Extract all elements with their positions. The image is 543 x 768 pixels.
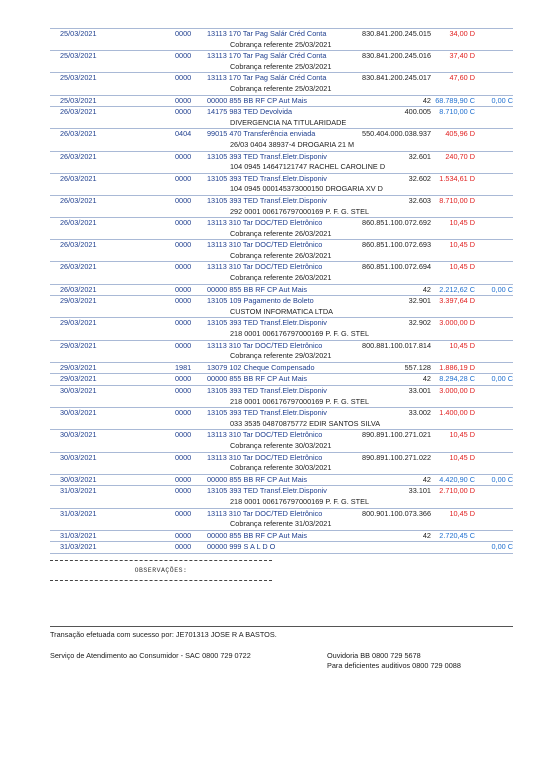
transaction-value: 1.534,61 D (439, 173, 475, 183)
transaction-main-line (50, 218, 513, 229)
transaction-date: 26/03/2021 (60, 284, 97, 294)
transaction-detail-line (50, 84, 513, 95)
agency-code: 0000 (175, 296, 192, 306)
transaction-date: 29/03/2021 (60, 318, 97, 328)
transaction-main-line (50, 509, 513, 520)
table-row (50, 385, 513, 407)
document-number: 830.841.200.245.015 (362, 29, 431, 38)
transaction-date: 30/03/2021 (60, 474, 97, 484)
transaction-main-line (50, 475, 513, 486)
balance-value: 0,00 C (491, 474, 513, 484)
agency-code: 0404 (175, 129, 192, 139)
table-row (50, 485, 513, 507)
transaction-main-line (50, 531, 513, 542)
transaction-history: 13113 310 Tar DOC/TED Eletrônico (207, 240, 323, 250)
document-number: 800.881.100.017.814 (362, 340, 431, 350)
transaction-value: 3.397,64 D (439, 296, 475, 306)
transaction-value: 10,45 D (449, 430, 475, 440)
agency-code: 0000 (175, 508, 192, 518)
table-row (50, 541, 513, 554)
transaction-history: 13105 393 TED Transf.Eletr.Disponiv (207, 173, 327, 183)
transaction-history: 00000 999 S A L D O (207, 542, 276, 552)
transaction-detail-line (50, 229, 513, 240)
transaction-history: 13105 393 TED Transf.Eletr.Disponiv (207, 386, 327, 395)
document-number: 33.101 (408, 486, 431, 496)
document-number: 32.902 (408, 318, 431, 328)
dashed-divider (50, 580, 272, 581)
transaction-history: 13105 393 TED Transf.Eletr.Disponiv (207, 486, 327, 496)
agency-code: 0000 (175, 386, 192, 395)
transaction-history: 13079 102 Cheque Compensado (207, 362, 315, 372)
document-number: 32.901 (408, 296, 431, 306)
document-number: 33.002 (408, 408, 431, 418)
table-row (50, 28, 513, 50)
transaction-detail: DIVERGENCIA NA TITULARIDADE (230, 117, 347, 127)
balance-value: 0,00 C (491, 542, 513, 552)
transaction-main-line (50, 408, 513, 419)
table-row (50, 530, 513, 542)
transaction-date: 31/03/2021 (60, 486, 97, 496)
transaction-detail: Cobrança referente 30/03/2021 (230, 440, 332, 450)
transaction-date: 26/03/2021 (60, 107, 97, 117)
sac-contact: Serviço de Atendimento ao Consumidor - SAC 0800 729 0722 (50, 651, 251, 660)
transaction-detail: Cobrança referente 26/03/2021 (230, 250, 332, 260)
agency-code: 0000 (175, 374, 192, 384)
agency-code: 0000 (175, 474, 192, 484)
document-number: 32.603 (408, 195, 431, 205)
agency-code: 1981 (175, 362, 192, 372)
table-row (50, 284, 513, 296)
transaction-value: 37,40 D (449, 51, 475, 61)
transaction-main-line (50, 486, 513, 497)
document-number: 860.851.100.072.692 (362, 218, 431, 228)
transaction-detail-line (50, 497, 513, 508)
transaction-detail: Cobrança referente 26/03/2021 (230, 228, 332, 238)
transaction-history: 13113 310 Tar DOC/TED Eletrônico (207, 508, 323, 518)
transaction-detail: 218 0001 006176797000169 P. F. G. STEL (230, 396, 370, 406)
transaction-value: 4.420,90 C (439, 474, 475, 484)
transaction-detail: 104 0945 14647121747 RACHEL CAROLINE D (230, 162, 386, 172)
observations-label: OBSERVAÇÕES: (134, 567, 188, 574)
footer-divider (50, 626, 513, 627)
table-row (50, 195, 513, 217)
transaction-main-line (50, 240, 513, 251)
transaction-detail-line (50, 329, 513, 340)
transaction-detail: Cobrança referente 25/03/2021 (230, 83, 332, 93)
transaction-detail: 26/03 0404 38937-4 DROGARIA 21 M (230, 139, 355, 149)
transaction-main-line (50, 73, 513, 84)
transaction-main-line (50, 152, 513, 163)
transaction-history: 13105 393 TED Transf.Eletr.Disponiv (207, 318, 327, 328)
transaction-detail: 104 0945 000145373000150 DROGARIA XV D (230, 184, 383, 194)
transaction-date: 29/03/2021 (60, 362, 97, 372)
document-number: 42 (422, 474, 431, 484)
transaction-history: 13113 310 Tar DOC/TED Eletrônico (207, 452, 323, 462)
transaction-main-line (50, 363, 513, 374)
table-row (50, 261, 513, 283)
transaction-history: 13113 170 Tar Pag Salár Créd Conta (207, 51, 327, 61)
transaction-value: 10,45 D (449, 340, 475, 350)
transaction-main-line (50, 129, 513, 140)
agency-code: 0000 (175, 486, 192, 496)
transaction-value: 2.212,62 C (439, 284, 475, 294)
agency-code: 0000 (175, 408, 192, 418)
transaction-detail-line (50, 251, 513, 262)
transaction-main-line (50, 262, 513, 273)
transaction-value: 1.886,19 D (439, 362, 475, 372)
transaction-value: 3.000,00 D (439, 386, 475, 395)
transaction-main-line (50, 107, 513, 118)
transaction-history: 00000 855 BB RF CP Aut Mais (207, 95, 308, 105)
transaction-detail: Cobrança referente 29/03/2021 (230, 351, 332, 361)
document-number: 890.891.100.271.021 (362, 430, 431, 440)
transaction-main-line (50, 296, 513, 307)
transaction-history: 00000 855 BB RF CP Aut Mais (207, 374, 308, 384)
agency-code: 0000 (175, 173, 192, 183)
agency-code: 0000 (175, 95, 192, 105)
document-number: 42 (422, 374, 431, 384)
transaction-date: 26/03/2021 (60, 151, 97, 161)
table-row (50, 295, 513, 317)
transaction-history: 13105 109 Pagamento de Boleto (207, 296, 314, 306)
document-number: 890.891.100.271.022 (362, 452, 431, 462)
transaction-main-line (50, 430, 513, 441)
agency-code: 0000 (175, 530, 192, 540)
table-row (50, 106, 513, 128)
transaction-detail-line (50, 40, 513, 51)
transaction-history: 00000 855 BB RF CP Aut Mais (207, 530, 308, 540)
transaction-date: 30/03/2021 (60, 386, 97, 395)
transaction-value: 10,45 D (449, 262, 475, 272)
transaction-detail: Cobrança referente 31/03/2021 (230, 519, 332, 529)
ombudsman-contact: Ouvidoria BB 0800 729 5678 (327, 651, 421, 660)
transaction-value: 10,45 D (449, 218, 475, 228)
transaction-date: 30/03/2021 (60, 430, 97, 440)
agency-code: 0000 (175, 318, 192, 328)
transaction-detail: 292 0001 006176797000169 P. F. G. STEL (230, 206, 370, 216)
document-number: 33.001 (408, 386, 431, 395)
transaction-value: 8.710,00 C (439, 107, 475, 117)
hearing-impaired-contact: Para deficientes auditivos 0800 729 0088 (327, 661, 461, 670)
transaction-value: 10,45 D (449, 508, 475, 518)
transaction-value: 240,70 D (445, 151, 475, 161)
document-number: 860.851.100.072.693 (362, 240, 431, 250)
transaction-main-line (50, 51, 513, 62)
table-row (50, 72, 513, 94)
transaction-value: 34,00 D (449, 29, 475, 38)
transaction-date: 25/03/2021 (60, 51, 97, 61)
transaction-detail-line (50, 519, 513, 530)
document-number: 32.601 (408, 151, 431, 161)
transaction-date: 26/03/2021 (60, 218, 97, 228)
transaction-main-line (50, 542, 513, 553)
transaction-date: 30/03/2021 (60, 452, 97, 462)
transaction-date: 31/03/2021 (60, 530, 97, 540)
transaction-date: 25/03/2021 (60, 95, 97, 105)
transaction-date: 30/03/2021 (60, 408, 97, 418)
transaction-detail: CUSTOM INFORMATICA LTDA (230, 306, 333, 316)
document-number: 830.841.200.245.017 (362, 73, 431, 83)
table-row (50, 362, 513, 374)
transaction-date: 31/03/2021 (60, 542, 97, 552)
transaction-date: 29/03/2021 (60, 340, 97, 350)
agency-code: 0000 (175, 240, 192, 250)
transaction-history: 13113 170 Tar Pag Salár Créd Conta (207, 29, 327, 38)
transaction-date: 25/03/2021 (60, 29, 97, 38)
table-row (50, 474, 513, 486)
transaction-detail-line (50, 273, 513, 284)
transaction-date: 26/03/2021 (60, 173, 97, 183)
transaction-history: 13113 310 Tar DOC/TED Eletrônico (207, 262, 323, 272)
transaction-history: 13105 393 TED Transf.Eletr.Disponiv (207, 408, 327, 418)
table-row (50, 173, 513, 195)
transaction-history: 13113 170 Tar Pag Salár Créd Conta (207, 73, 327, 83)
table-row (50, 317, 513, 339)
table-row (50, 373, 513, 385)
transaction-detail-line (50, 207, 513, 218)
document-number: 42 (422, 530, 431, 540)
transaction-detail-line (50, 463, 513, 474)
transaction-value: 405,96 D (445, 129, 475, 139)
transaction-detail: 033 3535 04870875772 EDIR SANTOS SILVA (230, 418, 381, 428)
agency-code: 0000 (175, 542, 192, 552)
transaction-history: 13105 393 TED Transf.Eletr.Disponiv (207, 195, 327, 205)
agency-code: 0000 (175, 452, 192, 462)
transaction-value: 10,45 D (449, 240, 475, 250)
transaction-detail-line (50, 419, 513, 430)
document-number: 800.901.100.073.366 (362, 508, 431, 518)
transaction-value: 47,60 D (449, 73, 475, 83)
transaction-history: 13113 310 Tar DOC/TED Eletrônico (207, 340, 323, 350)
transaction-confirmation: Transação efetuada com sucesso por: JE701313 JOSE R A BASTOS. (50, 630, 277, 639)
transaction-date: 29/03/2021 (60, 374, 97, 384)
transaction-detail: 218 0001 006176797000169 P. F. G. STEL (230, 496, 370, 506)
transaction-value: 1.400,00 D (439, 408, 475, 418)
transaction-date: 25/03/2021 (60, 73, 97, 83)
transaction-date: 26/03/2021 (60, 262, 97, 272)
transaction-history: 13105 393 TED Transf.Eletr.Disponiv (207, 151, 327, 161)
transaction-detail: Cobrança referente 25/03/2021 (230, 39, 332, 49)
transaction-main-line (50, 386, 513, 397)
transaction-detail-line (50, 307, 513, 318)
transaction-detail-line (50, 184, 513, 195)
table-row (50, 50, 513, 72)
transaction-detail-line (50, 118, 513, 129)
statement-table (50, 28, 513, 554)
transaction-main-line (50, 96, 513, 107)
agency-code: 0000 (175, 29, 192, 38)
transaction-main-line (50, 374, 513, 385)
document-number: 32.602 (408, 173, 431, 183)
transaction-main-line (50, 29, 513, 40)
balance-value: 0,00 C (491, 95, 513, 105)
document-number: 42 (422, 284, 431, 294)
agency-code: 0000 (175, 73, 192, 83)
transaction-detail-line (50, 162, 513, 173)
observations-box (50, 560, 272, 581)
agency-code: 0000 (175, 107, 192, 117)
agency-code: 0000 (175, 51, 192, 61)
transaction-detail: 218 0001 006176797000169 P. F. G. STEL (230, 329, 370, 339)
transaction-main-line (50, 285, 513, 296)
agency-code: 0000 (175, 284, 192, 294)
table-row (50, 340, 513, 362)
document-number: 400.005 (404, 107, 431, 117)
transaction-detail-line (50, 62, 513, 73)
transaction-value: 2.720,45 C (439, 530, 475, 540)
transaction-detail: Cobrança referente 30/03/2021 (230, 463, 332, 473)
transaction-detail-line (50, 140, 513, 151)
transaction-value: 68.789,90 C (435, 95, 475, 105)
agency-code: 0000 (175, 195, 192, 205)
table-row (50, 407, 513, 429)
transaction-date: 26/03/2021 (60, 129, 97, 139)
document-number: 860.851.100.072.694 (362, 262, 431, 272)
transaction-detail-line (50, 351, 513, 362)
table-row (50, 95, 513, 107)
table-row (50, 217, 513, 239)
agency-code: 0000 (175, 151, 192, 161)
transaction-date: 29/03/2021 (60, 296, 97, 306)
transaction-date: 26/03/2021 (60, 195, 97, 205)
transaction-value: 8.710,00 D (439, 195, 475, 205)
balance-value: 0,00 C (491, 284, 513, 294)
transaction-history: 14175 983 TED Devolvida (207, 107, 293, 117)
table-row (50, 151, 513, 173)
transaction-history: 13113 310 Tar DOC/TED Eletrônico (207, 430, 323, 440)
table-row (50, 239, 513, 261)
agency-code: 0000 (175, 340, 192, 350)
table-row (50, 128, 513, 150)
table-row (50, 508, 513, 530)
transaction-date: 26/03/2021 (60, 240, 97, 250)
transaction-value: 3.000,00 D (439, 318, 475, 328)
transaction-history: 99015 470 Transferência enviada (207, 129, 316, 139)
transaction-detail-line (50, 441, 513, 452)
transaction-detail: Cobrança referente 26/03/2021 (230, 273, 332, 283)
table-row (50, 452, 513, 474)
transaction-detail: Cobrança referente 25/03/2021 (230, 61, 332, 71)
document-number: 830.841.200.245.016 (362, 51, 431, 61)
transaction-value: 2.710,00 D (439, 486, 475, 496)
agency-code: 0000 (175, 430, 192, 440)
transaction-main-line (50, 453, 513, 464)
transaction-main-line (50, 318, 513, 329)
transaction-detail-line (50, 397, 513, 408)
agency-code: 0000 (175, 262, 192, 272)
transaction-main-line (50, 341, 513, 352)
transaction-history: 13113 310 Tar DOC/TED Eletrônico (207, 218, 323, 228)
agency-code: 0000 (175, 218, 192, 228)
transaction-main-line (50, 196, 513, 207)
document-number: 550.404.000.038.937 (362, 129, 431, 139)
balance-value: 0,00 C (491, 374, 513, 384)
transaction-main-line (50, 174, 513, 185)
document-number: 42 (422, 95, 431, 105)
transaction-history: 00000 855 BB RF CP Aut Mais (207, 474, 308, 484)
transaction-value: 10,45 D (449, 452, 475, 462)
document-number: 557.128 (404, 362, 431, 372)
transaction-history: 00000 855 BB RF CP Aut Mais (207, 284, 308, 294)
transaction-date: 31/03/2021 (60, 508, 97, 518)
table-row (50, 429, 513, 451)
transaction-value: 8.294,28 C (439, 374, 475, 384)
